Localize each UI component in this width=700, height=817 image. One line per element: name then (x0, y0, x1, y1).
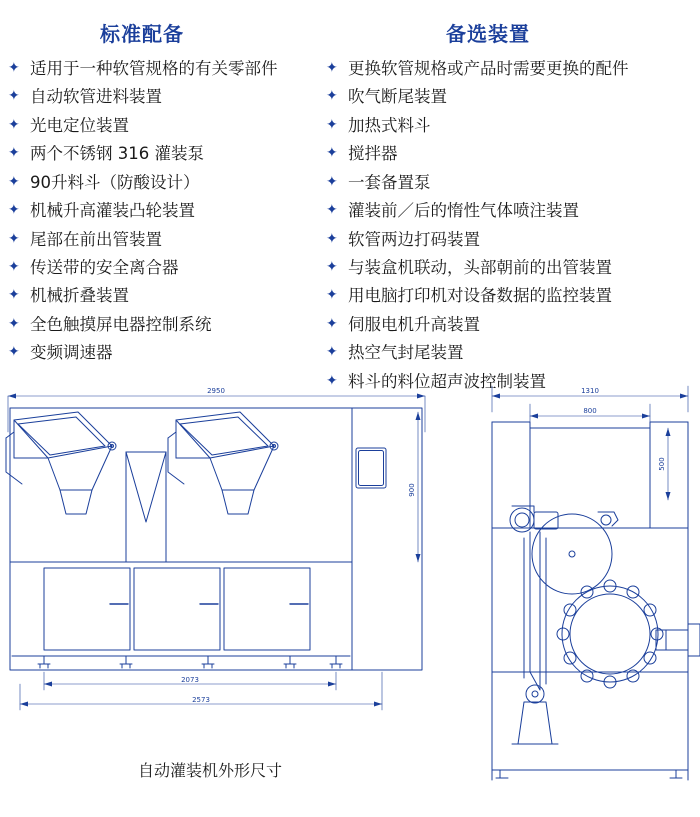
optional-features-column (318, 18, 700, 398)
standard-features-title: 标准配备 (100, 22, 184, 46)
list-item (8, 85, 318, 108)
star-icon: ✦ (8, 344, 20, 361)
list-item (8, 57, 318, 80)
star-icon: ✦ (8, 60, 20, 76)
list-item-label: 灌装前／后的惰性气体喷注装置 (348, 201, 579, 221)
star-icon: ✦ (326, 258, 338, 275)
list-item-label: 用电脑打印机对设备数据的监控装置 (348, 286, 612, 306)
star-icon: ✦ (8, 173, 20, 190)
list-item (8, 284, 318, 307)
list-item (8, 142, 318, 165)
star-icon: ✦ (326, 202, 338, 219)
star-icon: ✦ (8, 287, 20, 304)
svg-text:1310: 1310 (581, 387, 599, 395)
list-item (8, 114, 318, 137)
list-item (326, 313, 700, 336)
star-icon: ✦ (8, 230, 20, 247)
list-item (8, 256, 318, 279)
list-item (326, 228, 700, 251)
list-item-label: 加热式料斗 (348, 115, 431, 135)
optional-features-list (326, 57, 700, 393)
list-item-label: 伺服电机升高装置 (348, 314, 480, 334)
svg-text:900: 900 (408, 483, 416, 497)
star-icon: ✦ (326, 287, 338, 304)
svg-text:2073: 2073 (181, 676, 199, 684)
list-item-label: 热空气封尾装置 (348, 343, 464, 363)
list-item-label: 90升料斗（防酸设计） (30, 172, 200, 192)
list-item-label: 吹气断尾装置 (348, 87, 447, 107)
list-item (326, 114, 700, 137)
list-item (326, 256, 700, 279)
star-icon: ✦ (8, 315, 20, 332)
star-icon: ✦ (326, 60, 338, 76)
drawing-caption: 自动灌装机外形尺寸 (137, 761, 282, 780)
list-item (326, 284, 700, 307)
feature-lists (0, 0, 700, 398)
optional-features-title: 备选装置 (446, 22, 530, 46)
list-item-label: 自动软管进料装置 (30, 87, 162, 107)
list-item (326, 171, 700, 194)
machine-dimension-drawing (0, 372, 700, 782)
list-item (326, 142, 700, 165)
list-item (8, 313, 318, 336)
list-item (8, 341, 318, 364)
list-item-label: 与装盒机联动，头部朝前的出管装置 (348, 257, 612, 277)
list-item-label: 机械升高灌装凸轮装置 (30, 201, 195, 221)
list-item-label: 适用于一种软管规格的有关零部件 (30, 59, 278, 78)
svg-text:2950: 2950 (207, 387, 225, 395)
star-icon: ✦ (8, 202, 20, 219)
star-icon: ✦ (326, 173, 338, 190)
list-item-label: 料斗的料位超声波控制装置 (348, 371, 546, 391)
list-item-label: 变频调速器 (30, 343, 113, 363)
star-icon: ✦ (326, 145, 338, 162)
list-item-label: 全色触摸屏电器控制系统 (30, 314, 212, 334)
list-item-label: 更换软管规格或产品时需要更换的配件 (348, 59, 629, 78)
star-icon: ✦ (8, 116, 20, 133)
star-icon: ✦ (8, 145, 20, 162)
star-icon: ✦ (326, 372, 338, 389)
svg-text:800: 800 (583, 407, 597, 415)
list-item-label: 尾部在前出管装置 (30, 229, 162, 249)
list-item-label: 一套备置泵 (348, 172, 431, 192)
list-item-label: 软管两边打码装置 (348, 229, 480, 249)
star-icon: ✦ (8, 88, 20, 105)
list-item-label: 传送带的安全离合器 (30, 257, 179, 277)
star-icon: ✦ (8, 258, 20, 275)
list-item (326, 85, 700, 108)
star-icon: ✦ (326, 344, 338, 361)
list-item (8, 171, 318, 194)
list-item-label: 机械折叠装置 (30, 286, 129, 306)
star-icon: ✦ (326, 116, 338, 133)
svg-text:2573: 2573 (192, 696, 210, 704)
standard-features-column (0, 18, 318, 398)
list-item (8, 199, 318, 222)
standard-features-list (8, 57, 318, 365)
list-item (326, 57, 700, 80)
list-item (8, 228, 318, 251)
list-item (326, 199, 700, 222)
star-icon: ✦ (326, 315, 338, 332)
list-item (326, 341, 700, 364)
list-item-label: 搅拌器 (348, 144, 398, 164)
star-icon: ✦ (326, 88, 338, 105)
list-item-label: 两个不锈钢 316 灌装泵 (30, 144, 204, 164)
svg-text:500: 500 (658, 457, 666, 471)
list-item-label: 光电定位装置 (30, 115, 129, 135)
star-icon: ✦ (326, 230, 338, 247)
